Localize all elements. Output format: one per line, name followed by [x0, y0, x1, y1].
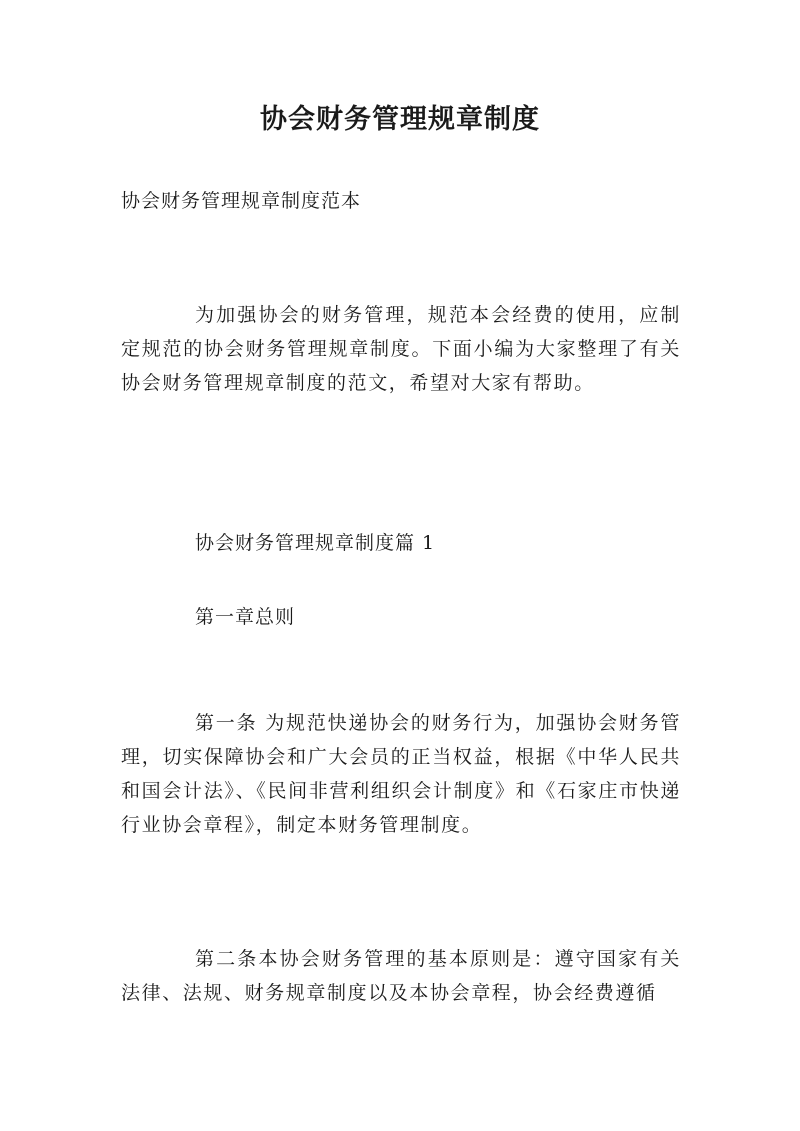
section-heading: 协会财务管理规章制度篇 1: [195, 532, 436, 554]
document-subtitle: 协会财务管理规章制度范本: [121, 190, 362, 212]
article-2-paragraph: 第二条本协会财务管理的基本原则是：遵守国家有关法律、法规、财务规章制度以及本协会章程，协会经费遵循: [121, 948, 681, 1004]
document-title: 协会财务管理规章制度: [260, 104, 540, 135]
intro-paragraph: 为加强协会的财务管理，规范本会经费的使用，应制定规范的协会财务管理规章制度。下面小编为大家整理了有关协会财务管理规章制度的范文，希望对大家有帮助。: [121, 304, 681, 394]
article-1-paragraph: 第一条 为规范快递协会的财务行为，加强协会财务管理，切实保障协会和广大会员的正当权益，根据《中华人民共和国会计法》、《民间非营利组织会计制度》和《石家庄市快递行业协会章程》，制定本财务管理制度。: [121, 712, 681, 836]
chapter-heading: 第一章总则: [195, 606, 296, 628]
